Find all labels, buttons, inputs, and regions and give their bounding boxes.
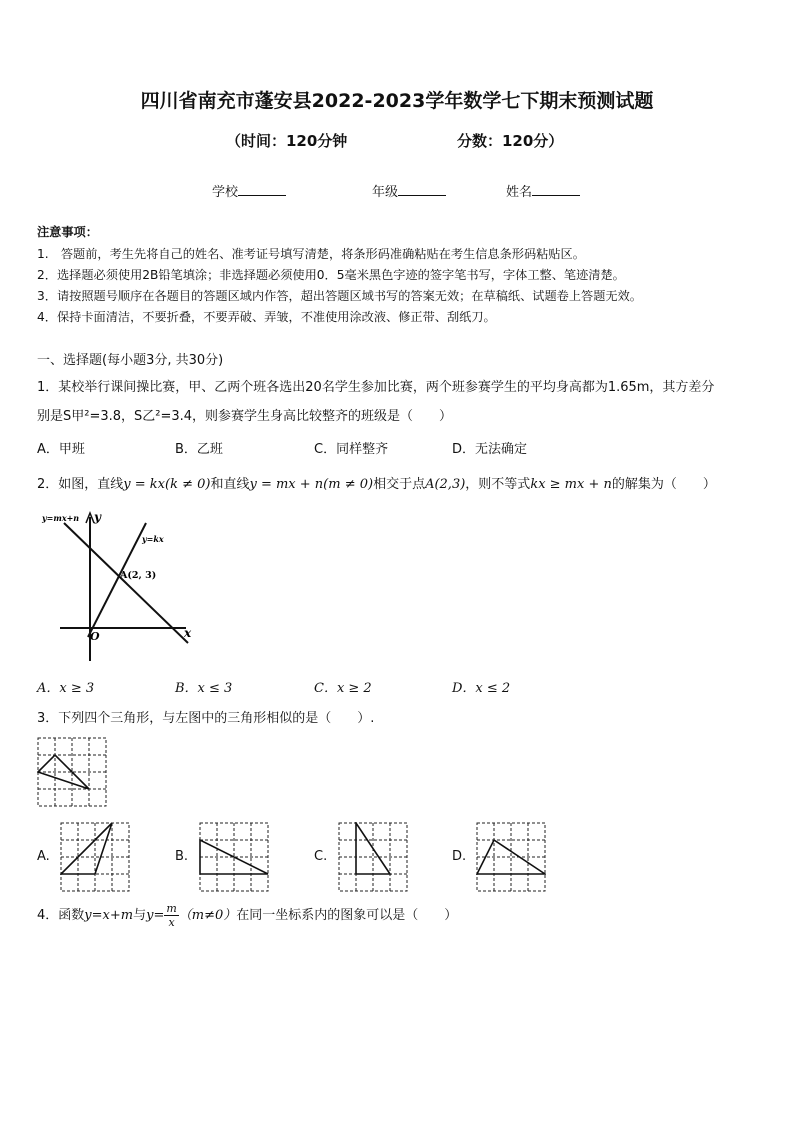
q3-stem: 3．下列四个三角形，与左图中的三角形相似的是（ ）. — [37, 711, 375, 726]
q4-eq1: y=x+m — [84, 908, 134, 923]
q2-option-d: D．x ≤ 2 — [452, 681, 511, 696]
q3-option-b-grid — [199, 822, 269, 892]
note-item-3: 3．请按照题号顺序在各题目的答题区域内作答，超出答题区域书写的答案无效；在草稿纸、试题卷上答题无效。 — [37, 289, 642, 303]
q1-option-b: B．乙班 — [175, 442, 223, 457]
q1-line1: 1．某校举行课间操比赛，甲、乙两个班各选出20名学生参加比赛，两个班参赛学生的平均身高都为1.65m，其方差分 — [37, 380, 715, 395]
q1-option-a: A．甲班 — [37, 442, 85, 457]
q2-mid2: 相交于点 — [373, 477, 426, 492]
q2-mid: 和直线 — [210, 477, 250, 492]
name-blank — [532, 183, 580, 196]
page-title: 四川省南充市蓬安县2022-2023学年数学七下期末预测试题 — [140, 90, 654, 112]
q3-reference-grid — [37, 737, 107, 807]
q4-condition: （m≠0） — [178, 908, 237, 923]
q3-option-d-grid — [476, 822, 546, 892]
option-a-triangle — [61, 823, 112, 874]
q1-option-c: C．同样整齐 — [314, 442, 389, 457]
exam-time: （时间：120分钟 — [226, 132, 348, 150]
school-field — [212, 181, 286, 200]
q4-stem — [37, 902, 457, 929]
q2-suffix: 的解集为（ ） — [611, 477, 716, 492]
q2-option-c: C．x ≥ 2 — [314, 681, 372, 696]
note-item-2: 2．选择题必须使用2B铅笔填涂；非选择题必须使用0．5毫米黑色字迹的签字笔书写，字体工整、笔迹清楚。 — [37, 268, 625, 282]
label-x: x — [184, 626, 192, 640]
q2-point: A(2,3) — [425, 477, 466, 492]
exam-score: 分数：120分） — [457, 132, 564, 150]
grade-label: 年级 — [372, 185, 399, 200]
q2-prefix: 2．如图，直线 — [37, 477, 124, 492]
q2-option-b: B．x ≤ 3 — [175, 681, 233, 696]
grade-blank — [398, 183, 446, 196]
notes-heading: 注意事项： — [37, 225, 98, 239]
section-heading: 一、选择题(每小题3分, 共30分) — [37, 353, 224, 368]
q4-fraction — [164, 902, 178, 929]
label-point-a: A(2, 3) — [120, 570, 157, 581]
name-field — [506, 181, 580, 200]
label-y: y — [94, 510, 101, 524]
q3-option-d-label: D. — [452, 849, 467, 864]
q4-prefix: 4．函数 — [37, 908, 85, 923]
line-mx-n — [64, 523, 188, 643]
q2-stem — [37, 473, 716, 492]
q4-frac-num: m — [166, 902, 177, 915]
name-label: 姓名 — [506, 185, 533, 200]
q4-eq2-lhs: y= — [146, 908, 165, 923]
q2-eq2: y = mx + n(m ≠ 0) — [249, 477, 374, 492]
q1-line2: 别是S甲²=3.8，S乙²=3.4，则参赛学生身高比较整齐的班级是（ ） — [37, 409, 453, 424]
q3-option-c-label: C. — [314, 849, 328, 864]
q3-option-a-grid — [60, 822, 130, 892]
label-mx-n: y=mx+n — [42, 513, 80, 523]
note-item-1: 1. 答题前，考生先将自己的姓名、准考证号填写清楚，将条形码准确粘贴在考生信息条形码粘贴区。 — [37, 247, 585, 261]
q3-option-b-label: B. — [175, 849, 189, 864]
q2-mid3: ，则不等式 — [465, 477, 531, 492]
school-blank — [238, 183, 286, 196]
q2-graph-figure — [38, 505, 203, 665]
q2-option-a: A．x ≥ 3 — [37, 681, 95, 696]
q4-frac-den: x — [168, 916, 175, 929]
q4-suffix: 在同一坐标系内的图象可以是（ ） — [236, 908, 458, 923]
school-label: 学校 — [212, 185, 239, 200]
q2-eq1: y = kx(k ≠ 0) — [123, 477, 211, 492]
label-origin: O — [90, 630, 100, 643]
q4-mid: 与 — [133, 908, 147, 923]
q2-inequality: kx ≥ mx + n — [530, 477, 612, 492]
note-item-4: 4．保持卡面清洁，不要折叠，不要弄破、弄皱，不准使用涂改液、修正带、刮纸刀。 — [37, 310, 496, 324]
q3-option-a-label: A. — [37, 849, 50, 864]
grade-field — [372, 181, 446, 200]
label-kx: y=kx — [142, 534, 164, 544]
q3-option-c-grid — [338, 822, 408, 892]
q1-option-d: D．无法确定 — [452, 442, 528, 457]
